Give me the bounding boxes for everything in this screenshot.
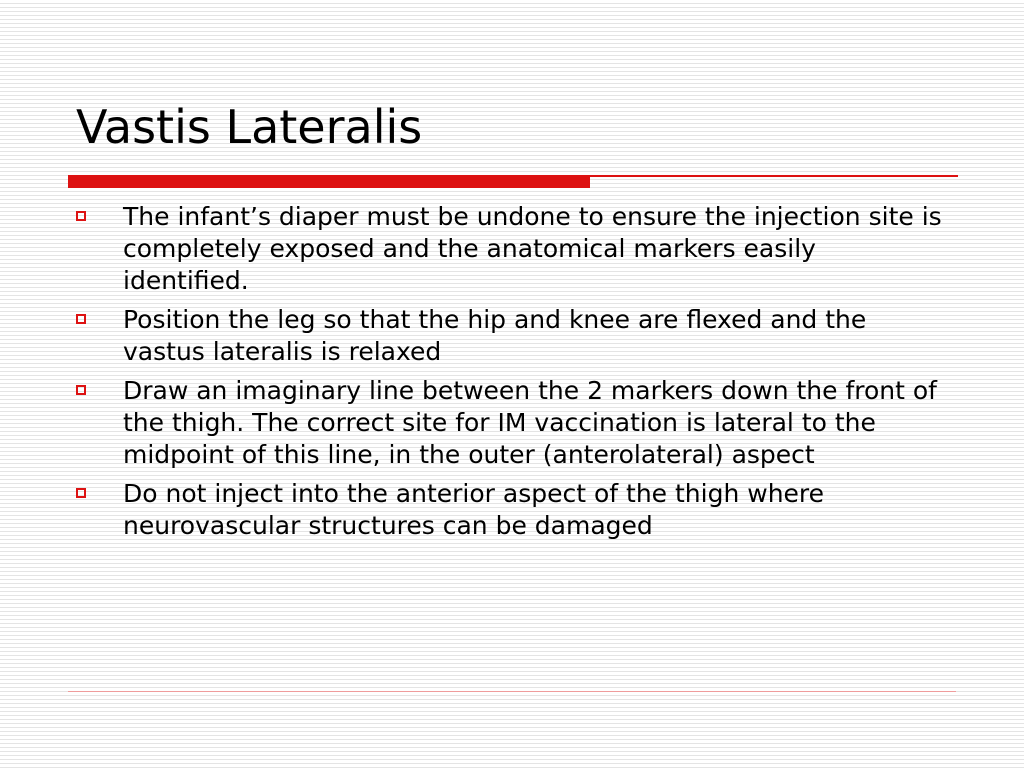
hollow-square-bullet-icon <box>76 488 86 498</box>
bullet-item <box>76 375 946 471</box>
bullet-list <box>76 201 946 549</box>
bullet-text: The infant’s diaper must be undone to ensure the injection site is completely exposed and the anatomical markers easily identified. <box>123 202 942 295</box>
bullet-text: Do not inject into the anterior aspect of the thigh where neurovascular structures can be damaged <box>123 479 825 540</box>
bullet-text: Position the leg so that the hip and knee are flexed and the vastus lateralis is relaxed <box>123 305 867 366</box>
hollow-square-bullet-icon <box>76 314 86 324</box>
title-underline-thin <box>590 175 958 177</box>
title-underline-thick <box>68 175 590 188</box>
bullet-text: Draw an imaginary line between the 2 markers down the front of the thigh. The correct site for IM vaccination is lateral to the midpoint of this line, in the outer (anterolateral) aspect <box>123 376 937 469</box>
bullet-item <box>76 304 946 368</box>
bullet-item <box>76 201 946 297</box>
slide-title: Vastis Lateralis <box>76 100 423 154</box>
hollow-square-bullet-icon <box>76 211 86 221</box>
hollow-square-bullet-icon <box>76 385 86 395</box>
bullet-item <box>76 478 946 542</box>
footer-divider <box>68 691 956 692</box>
